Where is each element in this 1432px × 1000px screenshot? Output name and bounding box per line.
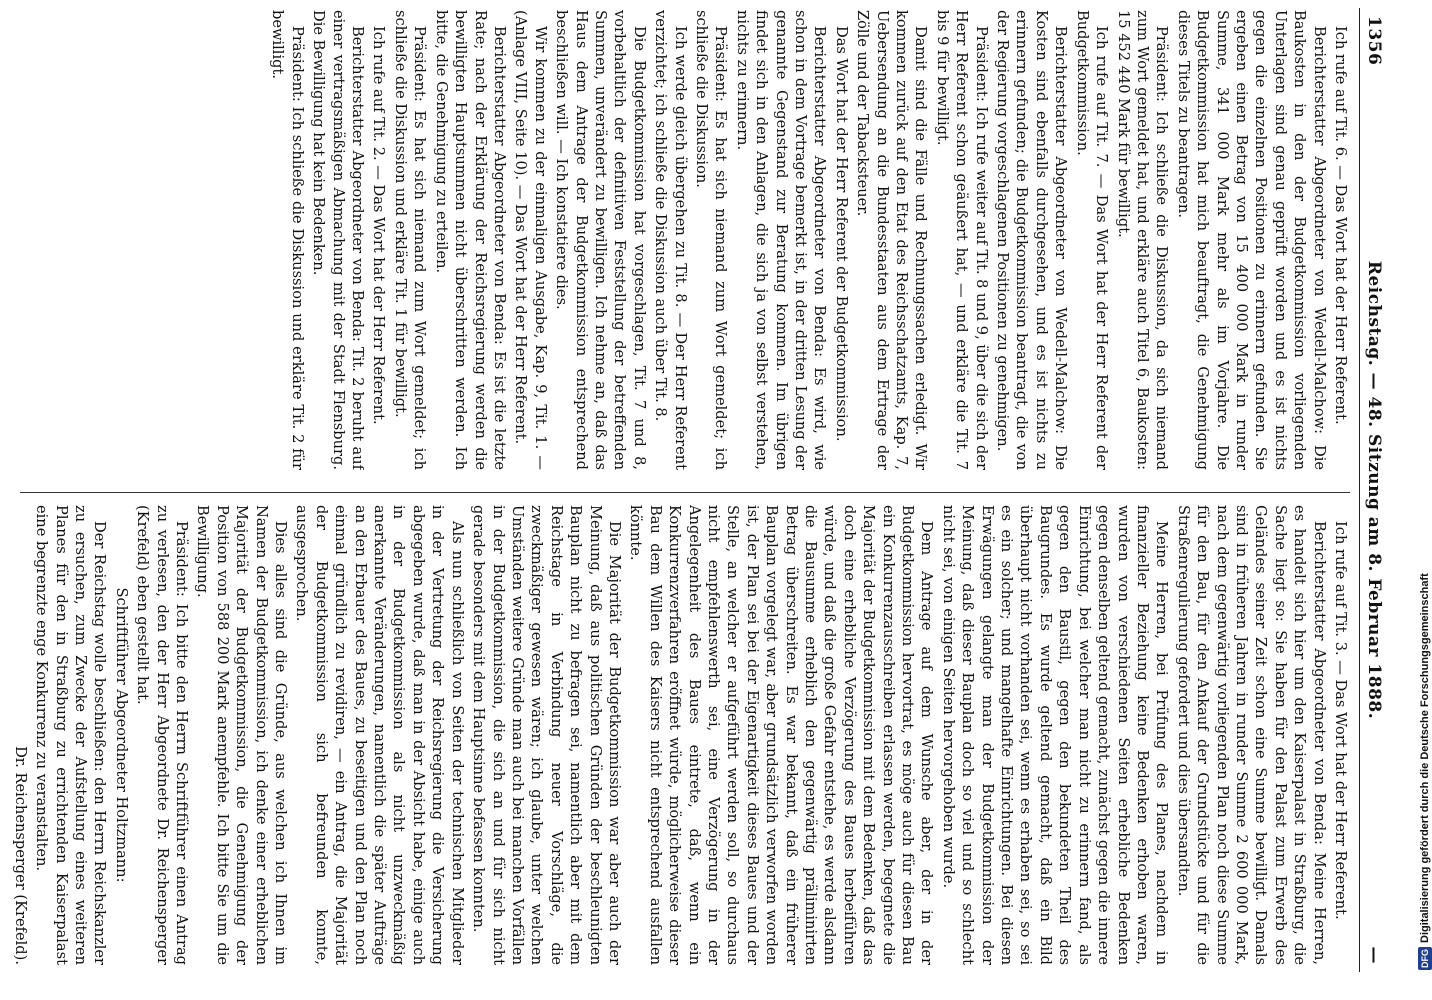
paragraph: Präsident: Ich schließe die Diskussion und erkläre Tit. 2 für bewilligt. (269, 10, 306, 470)
paragraph: Der Reichstag wolle beschließen: den Herrn Reichskanzler zu ersuchen, zum Zwecke der Aufstellung eines weiteren Planes für den in Straßburg zu errichtenden Kaiserpalast eine begrenzte enge Konkurrenz zu veranstalten. (33, 505, 109, 965)
paragraph: Berichterstatter Abgeordneter von Wedell-Malchow: Die Kosten sind ebenfalls durchgesehen, und es ist nichts zu erinnern gefunden; die Budgetkommission beantragt, die von der Regierung vorgeschlagenen Positionen zu genehmigen. (994, 10, 1070, 470)
paragraph: Präsident: Es hat sich niemand zum Wort gemeldet; ich schließe die Diskussion und erkläre Tit. 1 für bewilligt. (391, 10, 429, 470)
paragraph: Dr. Reichensperger (Krefeld). (11, 746, 29, 965)
paragraph: Ich rufe auf Tit. 6. — Das Wort hat der Herr Referent. (1332, 26, 1349, 425)
paragraph: Die Majorität der Budgetkommission war aber auch der Meinung, daß aus politischen Gründen der beschleunigten Bauplan nicht zu befragen sei, namentlich aber mit dem Reichstage in Verbindung neuer Vorschläge, die zweckmäßiger gewesen wären; ich glaube, unter welchen Umständen weitere Gründe man auch bei manchen Vorfällen in der Budgetkommission, die sich an und für sich nicht gerade besonders mit dem Hauptsinne befassen konnten. (470, 505, 623, 965)
paragraph: Meine Herren, bei Prüfung des Planes, nachdem in finanzieller Beziehung keine Bedenken erhoben waren, wurden von verschiedenen Seiten erhebliche Bedenken gegen denselben geltend gemacht, zunächst gegen die innere Einrichtung, bei welcher man nicht zu erinnern fand, als gegen den Baustil, gegen den bekundeten Theil des Baugrundes. Es wurde geltend gemacht, daß ein Bild überhaupt nicht vorhanden sei, wenn es erhaben sei, so sei es ein solcher; und mangelhafte Einrichtungen. Bei diesen Erwägungen gelangte man der Budgetkommission der Meinung, daß dieser Bauplan doch so viel und so schlecht nicht sei, von einigen Seiten hervorgehoben wurde. (939, 505, 1171, 965)
paragraph: Berichterstatter Abgeordneter von Wedell-Malchow: Die Baukosten in den der Budgetkommission vorliegenden Unterlagen sind genau geprüft worden und es ist nichts gegen die einzelnen Positionen zu erinnern gefunden. Sie ergeben einen Betrag von 15 400 000 Mark in runder Summe, 341 000 Mark mehr als im Vorjahre. Die Budgetkommission hat mich beauftragt, die Genehmigung dieses Titels zu beantragen. (1174, 10, 1328, 470)
text-column-left (10, 10, 1350, 470)
paragraph: Dem Antrage auf dem Wunsche aber, der in der Budgetkommission hervortrat, es möge auch für diesen Bau ein Konkurrenzausschreiben erlassen werden, begegnete die Majorität der Budgetkommission mit dem Bedenken, daß das doch eine erhebliche Verzögerung des Baues herbeiführen würde, und daß die große Gefahr entstehe, es werde alsdann die Bausumme erheblich den gegenwärtig präliminirten Betrag überschreiten. Es war bekannt, daß ein früherer Bauplan vorgelegt war, aber grundsätzlich verworfen worden ist, der Plan sei bei der Eigenartigkeit dieses Baues und der Stelle, an welcher er aufgeführt werden soll, so durchaus nicht empfehlenswerth sei, eine Verzögerung in der Angelegenheit des Baues eintrete, daß, wenn ein Konkurrenzverfahren eröffnet würde, möglicherweise dieser Bau dem Willen des Kaisers nicht entsprechend ausfallen könnte. (627, 505, 936, 965)
paragraph: Wir kommen zu der einmaligen Ausgabe, Kap. 9, Tit. 1. — (Anlage VIII, Seite 10). — Das Wort hat der Herr Referent. (512, 10, 549, 470)
page-number: 1356 (1364, 16, 1384, 66)
paragraph: Berichterstatter Abgeordneter von Benda: Es wird, wie schon in dem Vortrage bemerkt ist, in der dritten Lesung der genannte Gegenstand zur Beratung kommen. Im übrigen findet sich in den Anlagen, die sich ja von selbst verstehen, nichts zu erinnern. (733, 10, 829, 470)
digitization-sidebar (1416, 0, 1432, 1000)
paragraph: Präsident: Ich rufe weiter auf Tit. 8 und 9, über die sich der Herr Referent schon geäußert hat, — und erkläre die Tit. 7 bis 9 für bewilligt. (933, 10, 990, 470)
paragraph: Berichterstatter Abgeordneter von Benda: Tit. 2 beruht auf einer vertragsmäßigen Abmachung mit der Stadt Flensburg. Die Bewilligung hat kein Bedenken. (310, 10, 367, 470)
paragraph: Die Budgetkommission hat vorgeschlagen, Tit. 7 und 8, vorbehaltlich der definitiven Feststellung der betreffenden Summen, unverändert zu bewilligen. Ich nehme an, daß das Haus dem Antrage der Budgetkommission entsprechend beschließen will. — Ich konstatiere dies. (553, 10, 648, 470)
paragraph: Präsident: Es hat sich niemand zum Wort gemeldet; ich schließe die Diskussion. (693, 10, 730, 470)
sidebar-credit (1418, 0, 1432, 1000)
text-column-right (10, 505, 1350, 965)
corner-mark: — (1364, 946, 1384, 964)
header-rule (1359, 8, 1360, 972)
paragraph: Schriftführer Abgeordneter Holtzmann: (112, 587, 130, 883)
column-divider (20, 492, 1350, 493)
paragraph: Das Wort hat der Herr Referent der Budgetkommission. (832, 26, 850, 442)
paragraph: Damit sind die Fälle und Rechnungssachen erledigt. Wir kommen zurück auf den Etat des Reichsschatzamts, Kap. 7, Uebersendung an die Bundesstaaten aus dem Ertrage der Zölle und der Tabacksteuer. (854, 10, 930, 470)
paragraph: Präsident: Ich bitte den Herrn Schriftführer einen Antrag zu verlesen, den der Herr Abgeordnete Dr. Reichensperger (Krefeld) eben gestellt hat. (134, 505, 191, 965)
paragraph: Berichterstatter Abgeordneter von Benda: Es ist die letzte Rate; nach der Erklärung der Reichsregierung werden die bewilligten Hauptsummen nicht überschritten werden. Ich bitte, die Genehmigung zu erteilen. (432, 10, 508, 470)
paragraph: Ich rufe auf Tit. 2. — Das Wort hat der Herr Referent. (370, 26, 388, 425)
dfg-logo-badge: DFG (1420, 949, 1430, 968)
running-head: Reichstag. — 48. Sitzung am 8. Februar 1888. (1364, 260, 1384, 720)
paragraph: Berichterstatter Abgeordneter von Benda: Meine Herren, es handelt sich hier um den Kaiserpalast in Straßburg, die Sache liegt so: Sie haben für den Palast zum Erwerb des Geländes seiner Zeit schon eine Summe bewilligt. Damals sind in früheren Jahren in runder Summe 2 600 000 Mark, nach dem gegenwärtig vorliegenden Plan noch diese Summe für den Bau, für den Ankauf der Grundstücke und für die Straßenregulierung gefordert und dies übersandten. (1174, 505, 1328, 965)
paragraph: Als nun schließlich von Seiten der technischen Mitglieder in der Vertretung der Reichsregierung die Versicherung abgegeben wurde, daß man in der Absicht habe, einige auch in der Budgetkommission als nicht unzweckmäßig anerkannte Veränderungen, namentlich die später Aufträge an den Erbauer des Baues, zu beseitigen und den Plan noch einmal gründlich zu revidiren, — ein Antrag, die Majorität der Budgetkommission sich befreunden konnte, ausgesprochen. (293, 505, 466, 965)
paragraph: Ich rufe auf Tit. 3. — Das Wort hat der Herr Referent. (1332, 521, 1349, 920)
paragraph: Ich werde gleich übergehen zu Tit. 8. — Der Herr Referent verzichtet; ich schließe die Diskussion auch über Tit. 8. (652, 10, 689, 470)
page-header (1362, 10, 1384, 970)
paragraph: Ich rufe auf Tit. 7. — Das Wort hat der Herr Referent der Budgetkommission. (1073, 10, 1111, 470)
paragraph: Dies alles sind die Gründe, aus welchen ich Ihnen im Namen der Budgetkommission, ich denke einer erheblichen Majorität der Budgetkommission, die Genehmigung der Position von 588 200 Mark anempfehle. Ich bitte Sie um die Bewilligung. (194, 505, 290, 965)
sidebar-credit-text: Digitalisierung gefördert durch die Deutsche Forschungsgemeinschaft (1419, 573, 1431, 943)
paragraph: Präsident: Ich schließe die Diskussion, da sich niemand zum Wort gemeldet hat, und erkläre auch Titel 6, Baukosten: 15 452 440 Mark für bewilligt. (1114, 10, 1171, 470)
